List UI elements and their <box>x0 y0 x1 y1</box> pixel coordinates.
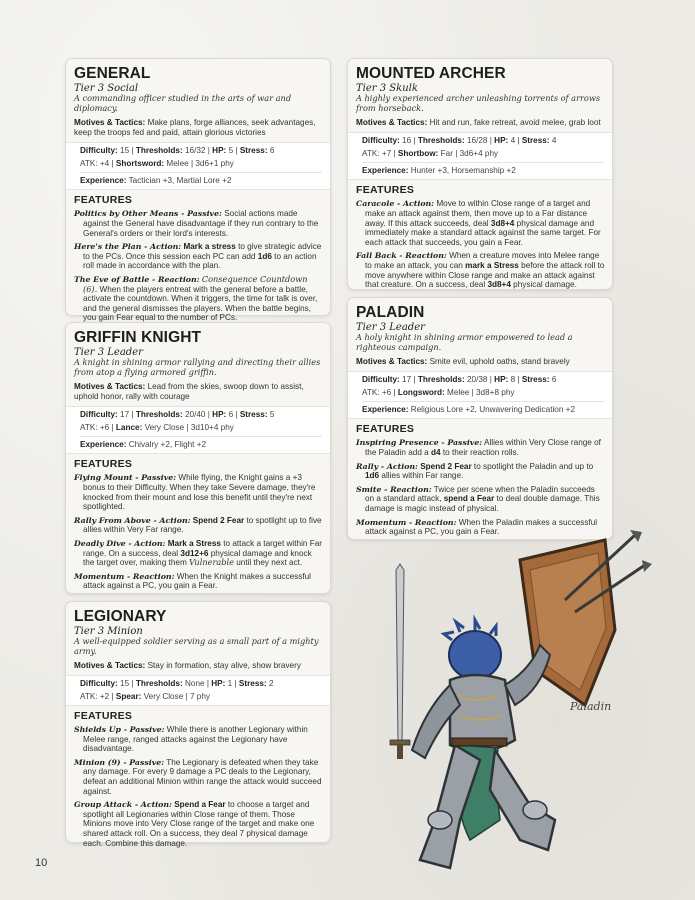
adversary-tier: Tier 3 Leader <box>356 322 425 333</box>
motives-tactics: Motives & Tactics: Make plans, forge alliances, seek advantages, keep the troops fed and paid, attain glorious victories <box>74 118 316 138</box>
adversary-tier: Tier 3 Social <box>74 83 139 94</box>
motives-tactics: Motives & Tactics: Hit and run, fake retreat, avoid melee, grab loot <box>356 118 601 128</box>
stat-line-defense: Difficulty: 15 | Thresholds: 16/32 | HP: 5 | Stress: 6 <box>80 146 275 156</box>
adversary-description: A well-equipped soldier serving as a small part of a mighty army. <box>74 636 319 656</box>
feature-item: The Eve of Battle - Reaction: Consequence Countdown (6). When the players entreat with the general before a battle, activate the countdown. When it triggers, the time for talk is over, and the general dismisses the players. When the battle begins, you gain Fear equal to the number of PCs. <box>74 273 318 323</box>
feature-item: Group Attack - Action: Spend a Fear to choose a target and spotlight all Legionaries within Close range of them. Those Minions move into Very Close range of the target and make one shared attack roll. On a success, they deal 7 physical damage each. Combine this damage. <box>74 800 315 848</box>
features-heading: FEATURES <box>356 184 415 197</box>
feature-item: Shields Up - Passive: While there is another Legionary within Melee range, ranged attacks against the Legionary have disadvantage. <box>74 725 308 754</box>
stat-line-attack: ATK: +2 | Spear: Very Close | 7 phy <box>80 691 210 701</box>
feature-item: Smite - Reaction: Twice per scene when the Paladin succeeds on a standard attack, spend a Fear to deal double damage. This damage is magic instead of physical. <box>356 484 600 513</box>
adversary-name: GENERAL <box>74 65 151 82</box>
motives-tactics: Motives & Tactics: Smite evil, uphold oaths, stand bravely <box>356 357 570 367</box>
stat-block-general <box>65 58 331 323</box>
feature-item: Fall Back - Reaction: When a creature moves into Melee range to make an attack, you can mark a Stress before the attack roll to move anywhere within Close range and make an attack against that creature. On a success, deal 3d8+4 physical damage. <box>356 251 605 290</box>
feature-item: Here's the Plan - Action: Mark a stress to give strategic advice to the PCs. Once this session each PC can add 1d6 to an action roll made in accordance with the plan. <box>74 242 322 271</box>
motives-tactics: Motives & Tactics: Stay in formation, stay alive, show bravery <box>74 661 301 671</box>
stat-block-legionary <box>65 601 331 848</box>
adversary-tier: Tier 3 Skulk <box>356 83 418 94</box>
adversary-name: MOUNTED ARCHER <box>356 65 506 82</box>
feature-item: Minion (9) - Passive: The Legionary is defeated when they take any damage. For every 9 damage a PC deals to the Legionary, defeat an additional Minion within range the attack would succeed against. <box>74 757 322 796</box>
feature-item: Momentum - Reaction: When the Knight makes a successful attack against a PC, you gain a Fear. <box>74 571 311 591</box>
stat-line-experience: Experience: Hunter +3, Horsemanship +2 <box>362 162 604 177</box>
feature-item: Politics by Other Means - Passive: Social actions made against the General have disadvantage if they run contrary to the General's orders or their lord's interests. <box>74 209 319 238</box>
stats-panel <box>348 371 612 419</box>
adversary-description: A holy knight in shining armor empowered to lead a righteous campaign. <box>356 332 573 352</box>
features-heading: FEATURES <box>74 710 133 722</box>
feature-item: Inspiring Presence - Passive: Allies within Very Close range of the Paladin add a d4 to their reaction rolls. <box>356 438 601 457</box>
features-heading: FEATURES <box>74 194 133 207</box>
adversary-name: GRIFFIN KNIGHT <box>74 329 202 346</box>
stat-line-experience: Experience: Chivalry +2, Flight +2 <box>80 436 322 451</box>
stat-line-attack: ATK: +6 | Longsword: Melee | 3d8+8 phy <box>362 387 515 397</box>
adversary-tier: Tier 3 Leader <box>74 347 143 358</box>
stat-block-paladin <box>347 297 613 540</box>
adversary-description: A highly experienced archer unleashing torrents of arrows from horseback. <box>356 93 601 113</box>
stat-line-attack: ATK: +4 | Shortsword: Melee | 3d6+1 phy <box>80 158 234 168</box>
adversary-tier: Tier 3 Minion <box>74 626 143 637</box>
stat-line-attack: ATK: +6 | Lance: Very Close | 3d10+4 phy <box>80 422 234 432</box>
stats-panel <box>66 675 330 706</box>
stat-line-defense: Difficulty: 16 | Thresholds: 16/28 | HP: 4 | Stress: 4 <box>362 136 557 146</box>
adversary-name: PALADIN <box>356 304 425 321</box>
adversary-description: A knight in shining armor rallying and directing their allies from atop a flying armored griffin. <box>74 357 321 377</box>
stat-line-defense: Difficulty: 17 | Thresholds: 20/40 | HP: 6 | Stress: 5 <box>80 410 275 420</box>
stats-panel <box>66 406 330 454</box>
stat-line-experience: Experience: Tactician +3, Martial Lore +2 <box>80 172 322 187</box>
stats-panel <box>66 142 330 190</box>
stat-line-defense: Difficulty: 15 | Thresholds: None | HP: 1 | Stress: 2 <box>80 679 274 689</box>
feature-item: Deadly Dive - Action: Mark a Stress to attack a target within Far range. On a success, deal 3d12+6 physical damage and knock the target over, making them Vulnerable until they next act. <box>74 538 322 568</box>
stat-block-mounted-archer <box>347 58 613 290</box>
feature-item: Flying Mount - Passive: While flying, the Knight gains a +3 bonus to their Difficulty. When they take Severe damage, they're knocked from their mount and lose this benefit until they're next spotlighted. <box>74 473 316 512</box>
stat-line-attack: ATK: +7 | Shortbow: Far | 3d6+4 phy <box>362 148 499 158</box>
stat-line-defense: Difficulty: 17 | Thresholds: 20/38 | HP: 8 | Stress: 6 <box>362 375 557 385</box>
feature-item: Rally - Action: Spend 2 Fear to spotlight the Paladin and up to 1d6 allies within Far range. <box>356 461 594 481</box>
feature-item: Caracole - Action: Move to within Close range of a target and make an attack against them, then move up to a Far distance away. If this attack succeeds, deal 3d8+4 physical damage and immediately make a standard attack against the same target. For each attack that succeeds, you gain a Fear. <box>356 199 601 247</box>
stats-panel <box>348 132 612 180</box>
paladin-illustration <box>380 520 680 900</box>
page-number: 10 <box>35 857 48 869</box>
stat-block-griffin-knight <box>65 322 331 594</box>
adversary-name: LEGIONARY <box>74 608 167 625</box>
feature-item: Rally From Above - Action: Spend 2 Fear to spotlight up to five allies within Very Far range. <box>74 515 322 535</box>
adversary-description: A commanding officer studied in the arts of war and diplomacy. <box>74 93 292 113</box>
stat-line-experience: Experience: Religious Lore +2, Unwavering Dedication +2 <box>362 401 604 416</box>
illustration-caption: Paladin <box>570 700 612 713</box>
feature-item: Momentum - Reaction: When the Paladin makes a successful attack against a PC, you gain a Fear. <box>356 517 598 537</box>
features-heading: FEATURES <box>74 458 133 471</box>
features-heading: FEATURES <box>356 423 415 436</box>
motives-tactics: Motives & Tactics: Lead from the skies, swoop down to assist, uphold honor, rally with courage <box>74 382 304 402</box>
